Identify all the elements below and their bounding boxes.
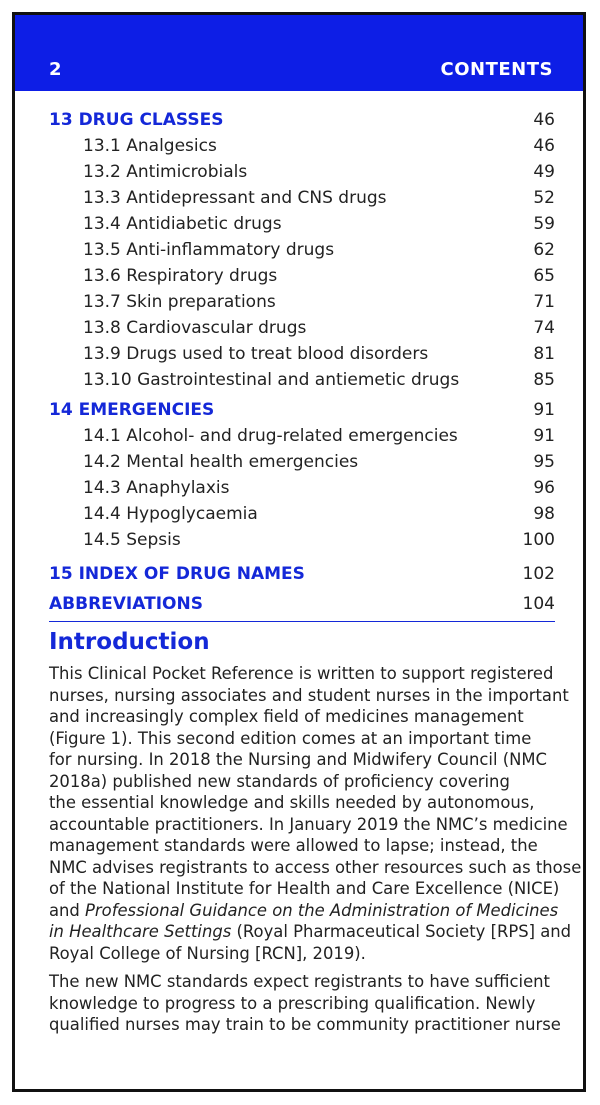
- intro-body: [49, 663, 582, 1043]
- toc-item[interactable]: 13.3 Antidepressant and CNS drugs 52: [83, 188, 555, 208]
- toc-item[interactable]: 14.2 Mental health emergencies 95: [83, 452, 555, 472]
- toc-item[interactable]: 13.1 Analgesics 46: [83, 136, 555, 156]
- toc-item[interactable]: 14.4 Hypoglycaemia 98: [83, 504, 555, 524]
- paragraph: This Clinical Pocket Reference is written to support registered nurses, nursing associates and student nurses in the important and increasingly complex field of medicines management (Figure 1). This second edition comes at an important time for nursing. In 2018 the Nursing and Midwifery Council (NMC 2018a) published new standards of proficiency covering the essential knowledge and skills needed by autonomous, accountable practitioners. In January 2019 the NMC’s medicine management standards were allowed to lapse; instead, the NMC advises registrants to access other resources such as those of the National Institute for Health and Care Excellence (NICE) and Professional Guidance on the Administration of Medicines in Healthcare Settings (Royal Pharmaceutical Society [RPS] and Royal College of Nursing [RCN], 2019).: [49, 664, 582, 963]
- toc-item[interactable]: 13.9 Drugs used to treat blood disorders 81: [83, 344, 555, 364]
- toc-section-abbreviations[interactable]: ABBREVIATIONS 104: [49, 594, 555, 614]
- toc-item[interactable]: 13.4 Antidiabetic drugs 59: [83, 214, 555, 234]
- toc-section-14[interactable]: 14 EMERGENCIES 91: [49, 400, 555, 420]
- toc-section-13[interactable]: 13 DRUG CLASSES 46: [49, 110, 555, 130]
- toc-item[interactable]: 13.2 Antimicrobials 49: [83, 162, 555, 182]
- toc-item[interactable]: 13.7 Skin preparations 71: [83, 292, 555, 312]
- toc-item[interactable]: 14.3 Anaphylaxis 96: [83, 478, 555, 498]
- toc-section-15[interactable]: 15 INDEX OF DRUG NAMES 102: [49, 564, 555, 584]
- page-number: 2: [49, 59, 62, 80]
- paragraph: The new NMC standards expect registrants to have sufficient knowledge to progress to a prescribing qualification. Newly qualified nurses may train to be community practitioner nurse: [49, 972, 561, 1034]
- toc-item[interactable]: 13.10 Gastrointestinal and antiemetic drugs 85: [83, 370, 555, 390]
- toc-item[interactable]: 14.5 Sepsis 100: [83, 530, 555, 550]
- page-title: CONTENTS: [440, 59, 553, 80]
- toc-item[interactable]: 13.5 Anti-inflammatory drugs 62: [83, 240, 555, 260]
- header-bar: [15, 15, 583, 91]
- toc-item[interactable]: 13.8 Cardiovascular drugs 74: [83, 318, 555, 338]
- table-of-contents: [49, 107, 555, 617]
- toc-item[interactable]: 14.1 Alcohol- and drug-related emergencies 91: [83, 426, 555, 446]
- divider: [49, 621, 555, 622]
- page-frame: [12, 12, 586, 1092]
- section-heading: Introduction: [49, 629, 210, 655]
- toc-item[interactable]: 13.6 Respiratory drugs 65: [83, 266, 555, 286]
